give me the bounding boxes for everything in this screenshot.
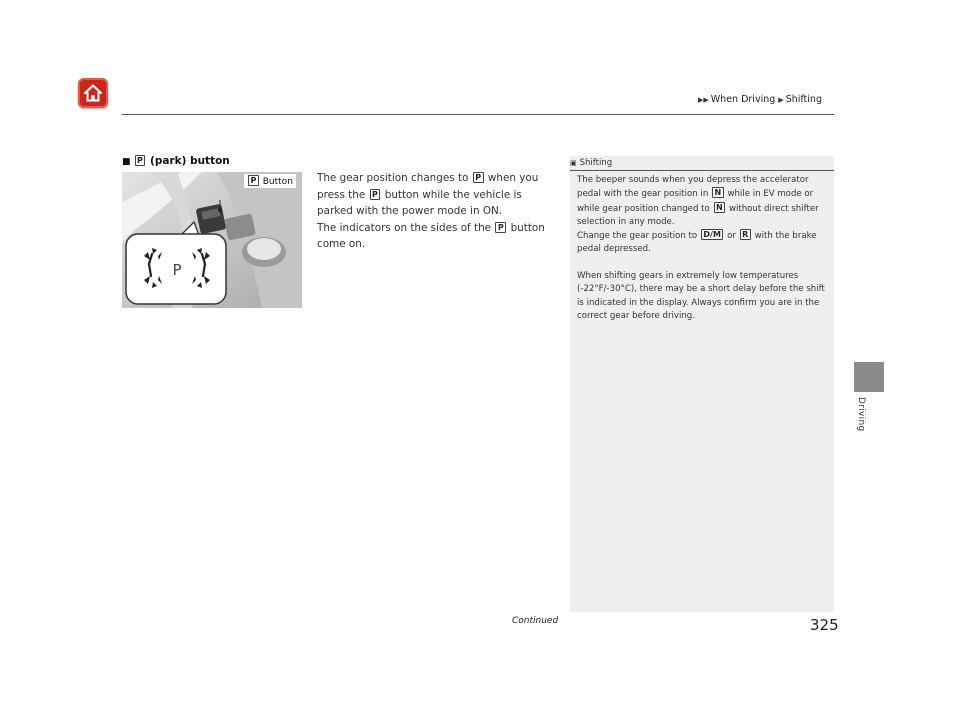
side-note-heading: ▣ Shifting [570,156,834,171]
header-divider [122,114,834,115]
park-key-symbol: P [370,189,381,200]
breadcrumb-item-shifting[interactable]: Shifting [785,94,822,105]
park-key-symbol: P [248,175,259,186]
reverse-key-symbol: R [740,229,751,240]
chapter-tab-label: Driving [856,397,866,432]
breadcrumb-arrow-icon: ▶ [778,96,784,104]
park-key-symbol: P [495,222,506,233]
page-number: 325 [810,616,839,634]
home-button[interactable] [78,78,108,108]
park-key-symbol: P [135,155,146,166]
square-bullet-icon: ■ [122,157,131,167]
note-paragraph: When shifting gears in extremely low temperatures (-22°F/-30°C), there may be a short delay before the shift is indicated in the display. Always confirm you are in the correct gear before driving. [577,271,825,321]
section-body-text: The gear position changes to P when you press the P button while the vehicle is parked with the power mode in ON. The indicators on the sides of the P button come on. [317,172,545,250]
side-note-panel [570,156,834,612]
breadcrumb-item-when-driving[interactable]: When Driving [710,94,776,105]
drive-manual-key-symbol: D/M [701,229,724,240]
note-reference-icon: ▣ [570,159,577,167]
note-paragraph: The beeper sounds when you depress the accelerator pedal with the gear position in N while in EV mode or while gear position changed to N without direct shifter selection in any mode. [577,175,819,227]
indicator-letter: P [172,261,182,279]
breadcrumb-arrow-icon: ▶▶ [698,96,709,104]
neutral-key-symbol: N [714,202,726,213]
side-note-body [577,174,829,323]
park-button-illustration [122,172,302,308]
section-title: (park) button [150,155,230,167]
breadcrumb [698,94,822,105]
section-heading [122,155,230,167]
note-paragraph: Change the gear position to D/M or R with the brake pedal depressed. [577,230,817,255]
button-callout-label: P Button [244,174,296,188]
home-icon [82,82,104,104]
chapter-tab[interactable] [854,362,884,392]
continued-label: Continued [512,616,559,626]
park-key-symbol: P [473,172,484,183]
neutral-key-symbol: N [712,187,724,198]
